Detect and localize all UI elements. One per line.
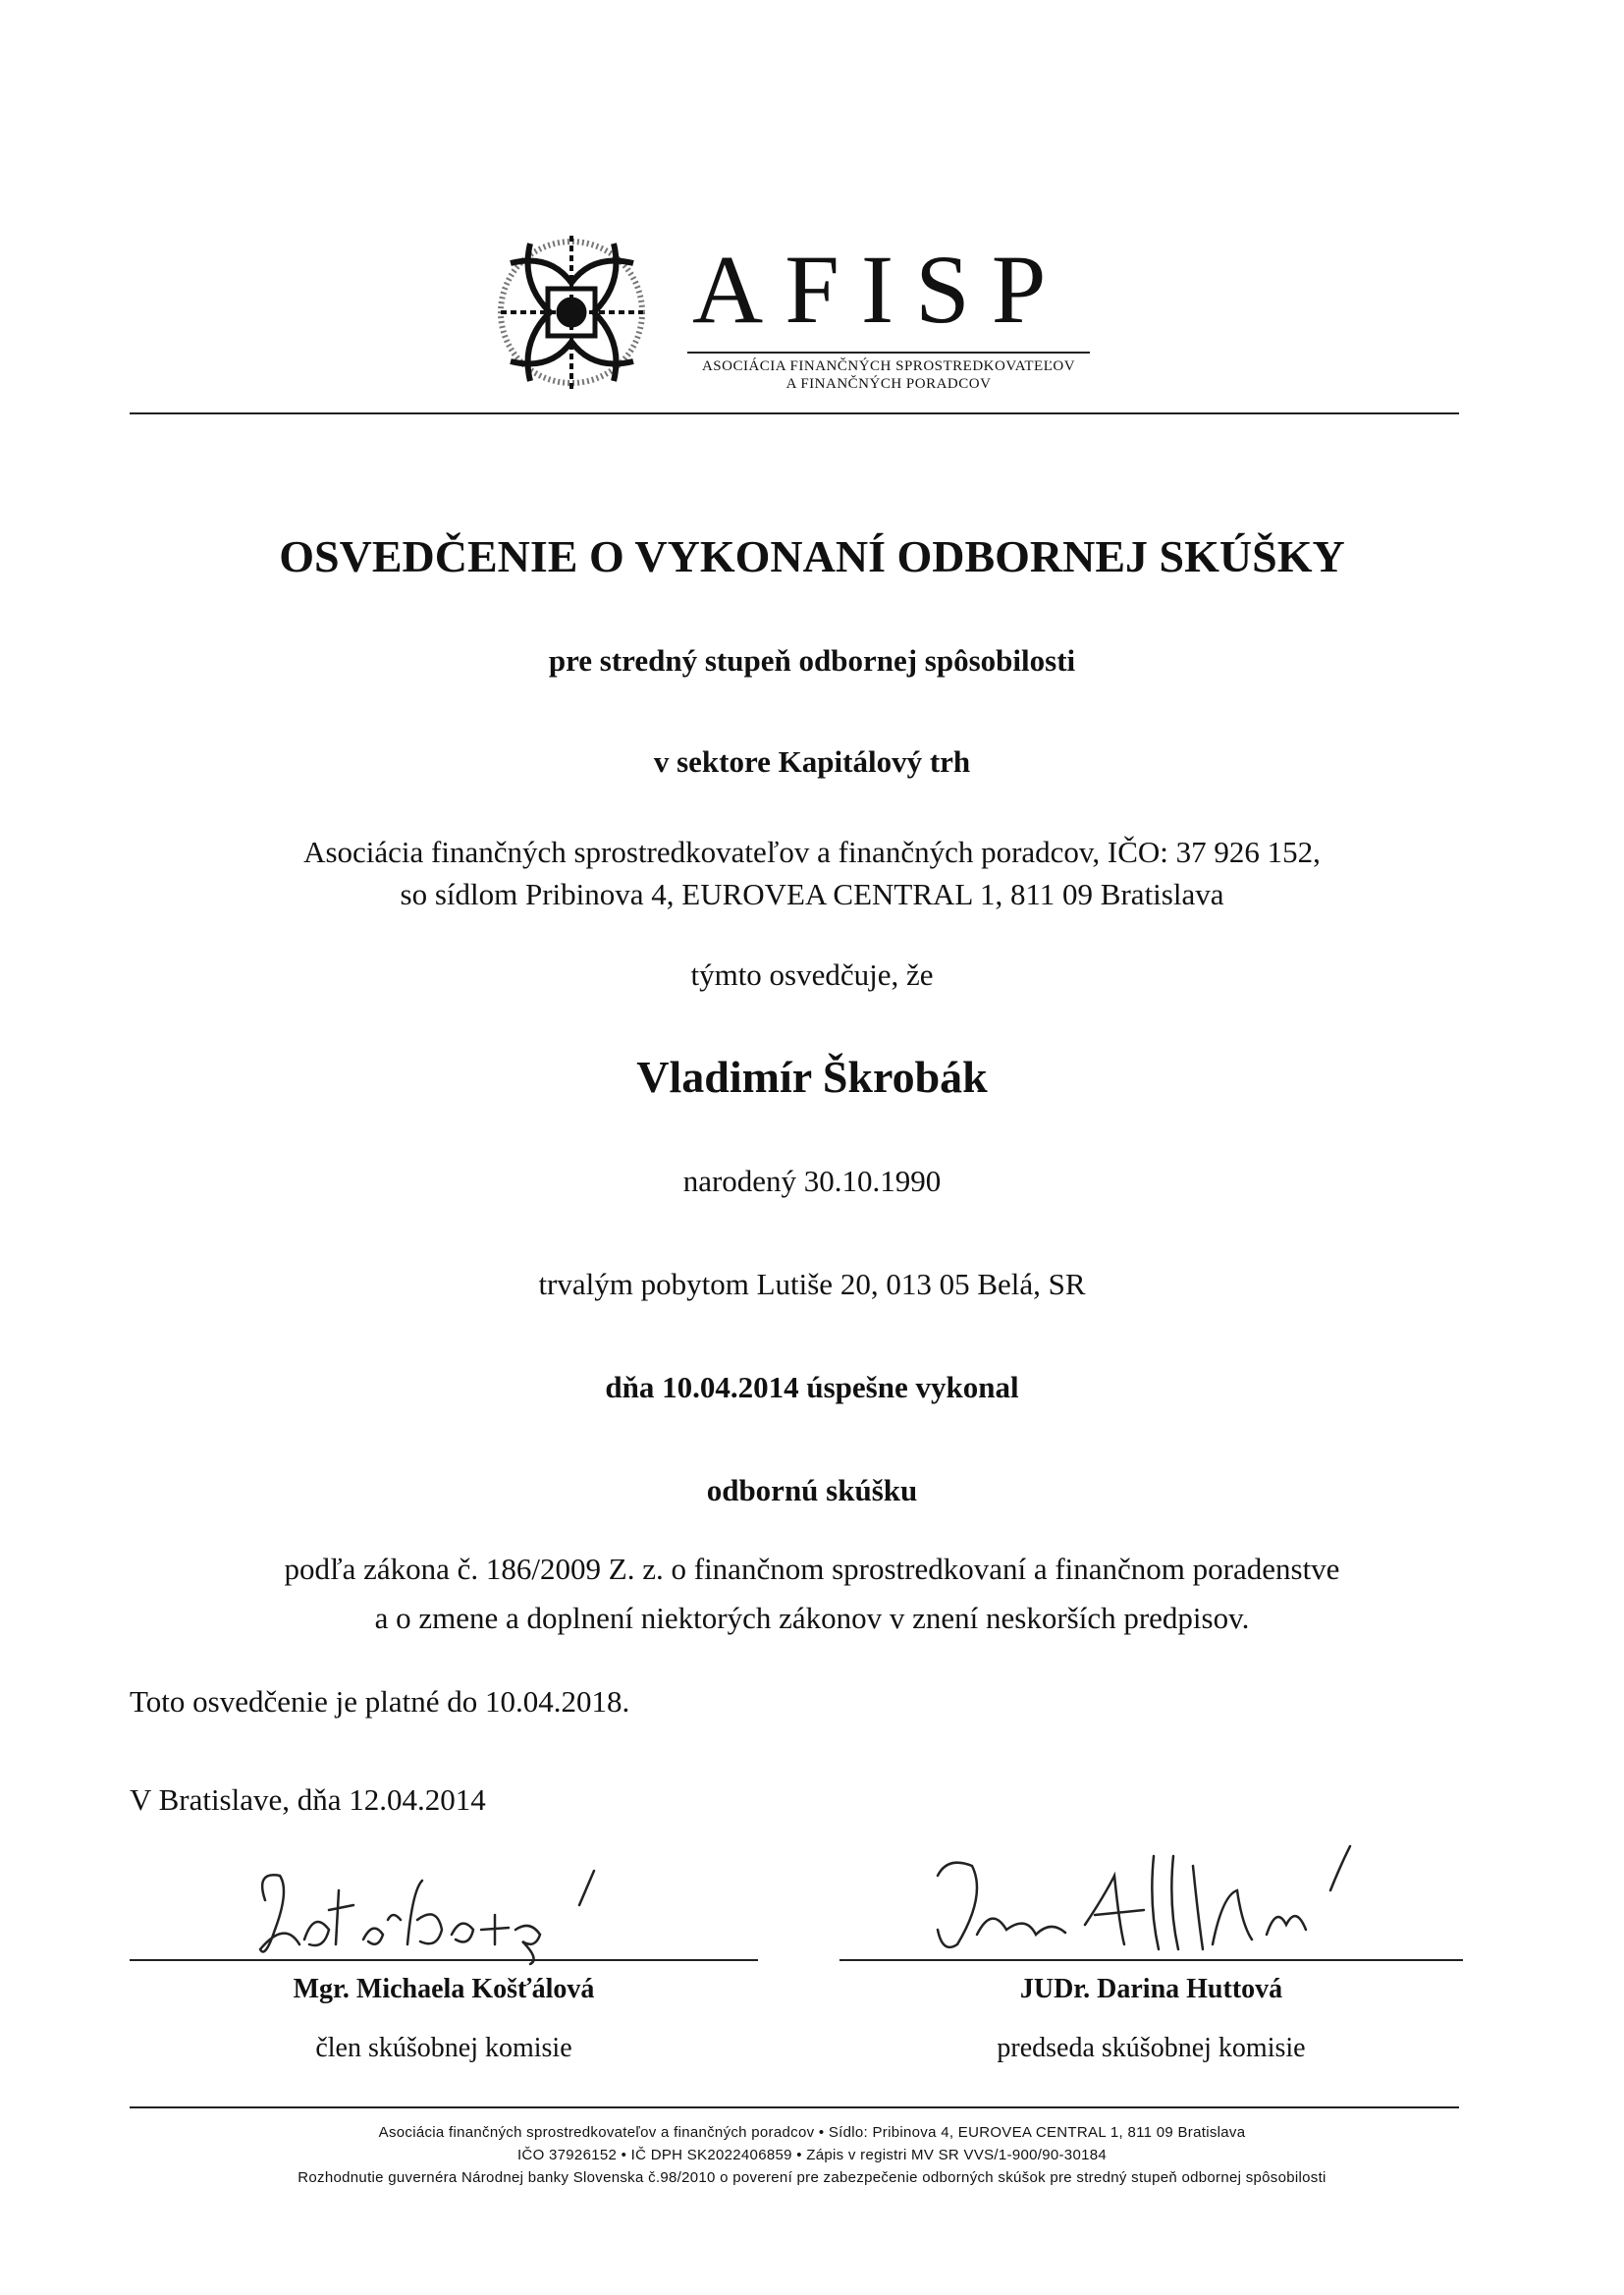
- signature-line-left: [130, 1959, 758, 1961]
- place-and-date: V Bratislave, dňa 12.04.2014: [130, 1782, 486, 1817]
- issuer-line-2: so sídlom Pribinova 4, EUROVEA CENTRAL 1, 811 09 Bratislava: [400, 877, 1224, 911]
- exam-name: odbornú skúšku: [706, 1473, 918, 1507]
- afisp-logo-emblem-icon: [491, 224, 653, 401]
- sector-line: v sektore Kapitálový trh: [653, 744, 971, 779]
- issuer-line-1: Asociácia finančných sprostredkovateľov a finančných poradcov, IČO: 37 926 152,: [303, 835, 1321, 869]
- signature-line-right: [839, 1959, 1463, 1961]
- signatory-right-role: predseda skúšobnej komisie: [997, 2033, 1306, 2063]
- certifies-text: týmto osvedčuje, že: [690, 957, 934, 992]
- signatory-left-name: Mgr. Michaela Košťálová: [293, 1974, 595, 2004]
- logo-subline-2: A FINANČNÝCH PORADCOV: [785, 376, 992, 392]
- footer-line-3: Rozhodnutie guvernéra Národnej banky Slovenska č.98/2010 o poverení pre zabezpečenie odborných skúšok pre stredný stupeň odbornej spôsobilosti: [298, 2169, 1326, 2186]
- law-line-1: podľa zákona č. 186/2009 Z. z. o finančnom sprostredkovaní a finančnom poradenstve: [284, 1552, 1340, 1586]
- footer-divider: [130, 2106, 1459, 2108]
- signatory-left-role: člen skúšobnej komisie: [315, 2033, 572, 2063]
- validity-text: Toto osvedčenie je platné do 10.04.2018.: [130, 1684, 630, 1719]
- signature-right-handwriting: [918, 1836, 1360, 1964]
- logo-wordmark: AFISP: [692, 235, 1068, 344]
- logo-subline-1: ASOCIÁCIA FINANČNÝCH SPROSTREDKOVATEĽOV: [701, 358, 1076, 374]
- exam-date: dňa 10.04.2014 úspešne vykonal: [605, 1370, 1019, 1404]
- residence-address: trvalým pobytom Lutiše 20, 013 05 Belá, SR: [538, 1267, 1086, 1301]
- birth-date: narodený 30.10.1990: [682, 1164, 942, 1198]
- logo-underline: [687, 352, 1090, 354]
- law-line-2: a o zmene a doplnení niektorých zákonov v znení neskorších predpisov.: [374, 1601, 1250, 1635]
- footer-line-2: IČO 37926152 • IČ DPH SK2022406859 • Zápis v registri MV SR VVS/1-900/90-30184: [516, 2147, 1108, 2163]
- certificate-title: OSVEDČENIE O VYKONANÍ ODBORNEJ SKÚŠKY: [279, 531, 1345, 581]
- footer-line-1: Asociácia finančných sprostredkovateľov a finančných poradcov • Sídlo: Pribinova 4, EUROVEA CENTRAL 1, 811 09 Bratislava: [378, 2124, 1246, 2141]
- header-divider: [130, 412, 1459, 414]
- certificate-subtitle: pre stredný stupeň odbornej spôsobilosti: [548, 643, 1076, 678]
- signatory-right-name: JUDr. Darina Huttová: [1019, 1974, 1283, 2004]
- holder-name: Vladimír Škrobák: [636, 1052, 988, 1102]
- signature-left-handwriting: [245, 1851, 619, 1969]
